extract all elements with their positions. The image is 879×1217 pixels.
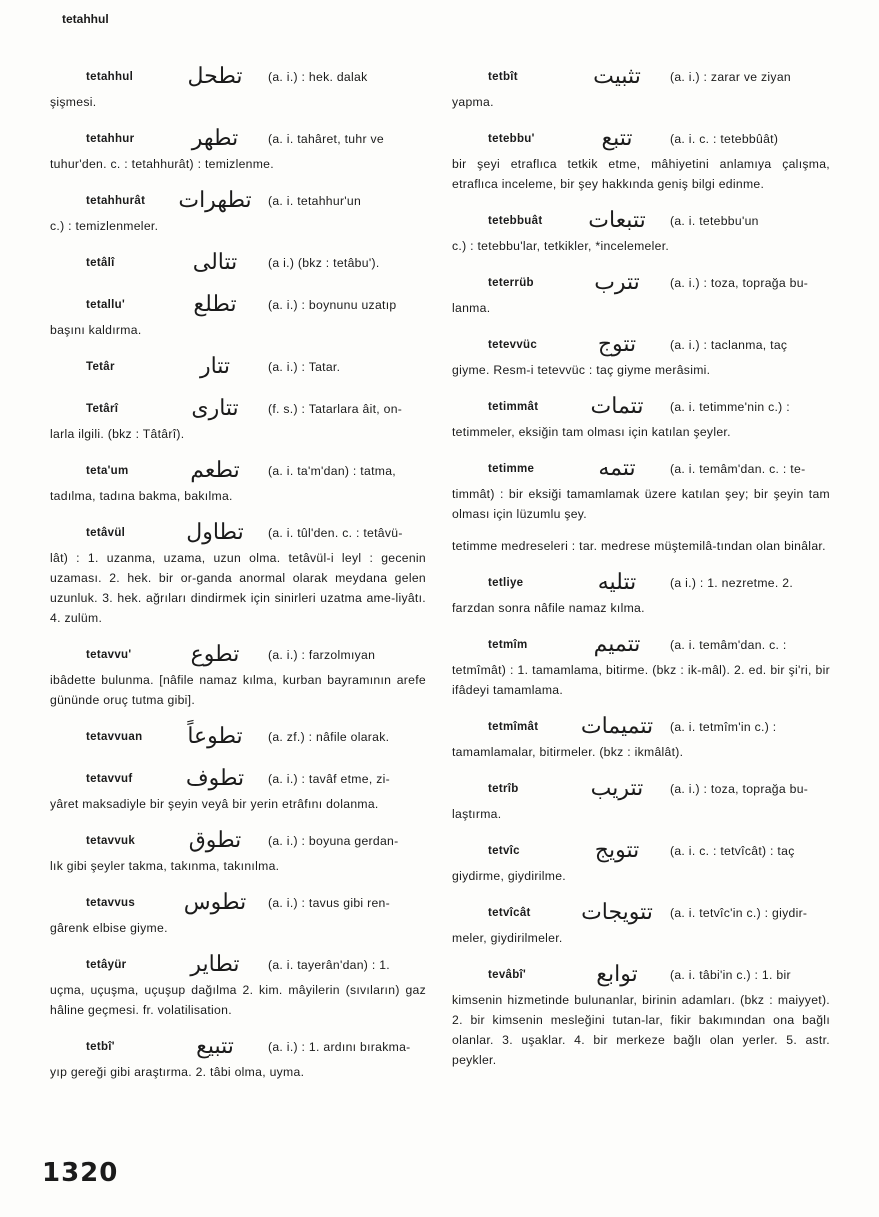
entry-head — [452, 712, 830, 742]
dictionary-entry — [50, 394, 426, 444]
entry-head — [50, 722, 426, 752]
dictionary-entry — [50, 248, 426, 278]
entry-head — [50, 394, 426, 424]
dictionary-entry — [50, 764, 426, 814]
dictionary-entry — [50, 352, 426, 382]
definition-continued: uçma, uçuşma, uçuşup dağılma 2. kim. mâyilerin (sıvıların) gaz hâline geçmesi. fr. volatilisation. — [50, 983, 426, 1017]
dictionary-entry — [452, 330, 830, 380]
dictionary-entry — [50, 456, 426, 506]
entry-head — [50, 826, 426, 856]
arabic-script: توابع — [596, 962, 638, 987]
definition-continued: lât) : 1. uzanma, uzama, uzun olma. tetâvül-i leyl : gecenin uzaması. 2. hek. bir or-ganda anormal olarak meydana gelen uzunluk. 3. hek. ağrıları dindirmek için sinirleri uzatma ame-liyâtı. 4. zulüm. — [50, 551, 426, 625]
definition-continued: tadılma, tadına bakma, bakılma. — [50, 489, 233, 503]
arabic-script: تتارى — [191, 396, 239, 421]
headword: tetallu' — [86, 299, 125, 311]
dictionary-entry — [452, 960, 830, 1070]
definition-start: (a. i. tahâret, tuhr ve — [268, 132, 384, 146]
headword: tetavvus — [86, 897, 136, 909]
entry-head — [452, 568, 830, 598]
arabic-script: تتليه — [597, 570, 637, 595]
entry-head — [452, 330, 830, 360]
definition-continued: timmât) : bir eksiği tamamlamak üzere katılan şey; bir şeyin tam olması için lüzumlu şey. — [452, 487, 830, 521]
definition-continued: kimsenin hizmetinde bulunanlar, birinin adamları. (bkz : maiyyet). 2. bir kimsenin mesleğini tutan-lar, fikir bakımından ona bağlı olanlar. 3. uşaklar. 4. bir merkeze bağlı olan yerler. 5. astr. peykler. — [452, 993, 830, 1067]
headword: tetâvül — [86, 527, 126, 539]
dictionary-entry — [50, 950, 426, 1020]
entry-head — [50, 248, 426, 278]
definition-continued: c.) : temizlenmeler. — [50, 219, 159, 233]
arabic-script: تتويجات — [581, 900, 653, 925]
left-column — [50, 62, 426, 1094]
entry-head — [50, 640, 426, 670]
definition-start: (a. i. c. : tetvîcât) : taç — [670, 844, 795, 858]
entry-head — [50, 290, 426, 320]
arabic-script: تتبع — [601, 126, 633, 151]
definition-start: (a. i.) : hek. dalak — [268, 70, 368, 84]
headword: tetavvuk — [86, 835, 136, 847]
dictionary-entry — [452, 774, 830, 824]
dictionary-entry — [50, 62, 426, 112]
dictionary-entry — [50, 640, 426, 710]
definition-start: (a. i.) : zarar ve ziyan — [670, 70, 791, 84]
running-head: tetahhul — [62, 12, 109, 26]
dictionary-entry — [452, 392, 830, 442]
definition-start: (a. i. ta'm'dan) : tatma, — [268, 464, 396, 478]
definition-start: (f. s.) : Tatarlara âit, on- — [268, 402, 403, 416]
definition-continued: tuhur'den. c. : tetahhurât) : temizlenme. — [50, 157, 274, 171]
dictionary-entry — [452, 206, 830, 256]
dictionary-entry — [452, 536, 830, 556]
headword: tetmîmât — [488, 721, 539, 733]
headword: tetebbu' — [488, 133, 535, 145]
definition-start: (a. i.) : toza, toprağa bu- — [670, 782, 809, 796]
dictionary-entry — [50, 186, 426, 236]
dictionary-entry — [452, 124, 830, 194]
entry-head — [50, 186, 426, 216]
arabic-script: تتوج — [597, 332, 637, 357]
entry-head — [50, 764, 426, 794]
dictionary-entry — [452, 268, 830, 318]
headword: Tetâr — [86, 361, 115, 373]
entry-head — [452, 774, 830, 804]
dictionary-entry — [452, 62, 830, 112]
definition-continued: yâret maksadiyle bir şeyin veyâ bir yerin etrâfını dolanma. — [50, 797, 379, 811]
dictionary-entry — [452, 454, 830, 524]
headword: tetmîm — [488, 639, 528, 651]
headword: tevâbî' — [488, 969, 527, 981]
entry-head — [452, 454, 830, 484]
arabic-script: تتالى — [192, 250, 238, 275]
definition-start: (a. i. temâm'dan. c. : — [670, 638, 787, 652]
entry-head — [452, 898, 830, 928]
dictionary-entry — [452, 836, 830, 886]
headword: tetvîc — [488, 845, 520, 857]
definition-continued: c.) : tetebbu'lar, tetkikler, *incelemeler. — [452, 239, 670, 253]
dictionary-entry — [50, 888, 426, 938]
dictionary-entry — [452, 568, 830, 618]
arabic-script: تطوع — [190, 642, 240, 667]
definition-continued: giydirme, giydirilme. — [452, 869, 566, 883]
dictionary-entry — [452, 898, 830, 948]
definition-start: (a. i. tetahhur'un — [268, 194, 362, 208]
entry-head — [50, 950, 426, 980]
definition-start: (a. i. tayerân'dan) : 1. — [268, 958, 390, 972]
definition-start: (a. i.) : Tatar. — [268, 360, 341, 374]
entry-head — [50, 124, 426, 154]
headword: tetavvuan — [86, 731, 143, 743]
headword: tetebbuât — [488, 215, 543, 227]
definition-continued: larla ilgili. (bkz : Tâtârî). — [50, 427, 185, 441]
entry-head — [452, 960, 830, 990]
definition-start: (a. zf.) : nâfile olarak. — [268, 730, 390, 744]
entry-head — [50, 62, 426, 92]
headword: tetavvuf — [86, 773, 133, 785]
arabic-script: تطهر — [191, 126, 239, 151]
definition-continued: tamamlamalar, bitirmeler. (bkz : ikmâlât). — [452, 745, 684, 759]
arabic-script: تطاول — [186, 520, 244, 545]
headword: teterrüb — [488, 277, 534, 289]
definition-start: (a. i. tetvîc'in c.) : giydir- — [670, 906, 808, 920]
dictionary-entry — [50, 722, 426, 752]
entry-head — [452, 124, 830, 154]
definition-continued: bir şeyi etraflıca tetkik etme, mâhiyetini anlamıya çalışma, etraflıca inceleme, bir şey hakkında geniş bilgi edinme. — [452, 157, 830, 191]
arabic-script: تتبعات — [588, 208, 646, 233]
headword: tetimmât — [488, 401, 539, 413]
definition-start: (a. i.) : boynunu uzatıp — [268, 298, 397, 312]
right-column — [452, 62, 830, 1082]
arabic-script: تتميم — [593, 632, 641, 657]
headword: tetimme — [488, 463, 535, 475]
dictionary-entry — [50, 124, 426, 174]
entry-head — [452, 62, 830, 92]
definition-start: (a. i. tûl'den. c. : tetâvü- — [268, 526, 403, 540]
definition-continued: tetimme medreseleri : tar. medrese müştemilâ-tından olan binâlar. — [452, 539, 826, 553]
definition-start: (a. i. tetmîm'in c.) : — [670, 720, 777, 734]
definition-start: (a. i.) : toza, toprağa bu- — [670, 276, 809, 290]
definition-start: (a. i.) : 1. ardını bırakma- — [268, 1040, 411, 1054]
entry-head — [452, 206, 830, 236]
definition-continued: şişmesi. — [50, 95, 97, 109]
arabic-script: تتميمات — [580, 714, 654, 739]
entry-head — [452, 392, 830, 422]
arabic-script: تترب — [594, 270, 640, 295]
definition-start: (a. i.) : boyuna gerdan- — [268, 834, 399, 848]
definition-continued: tetimmeler, eksiğin tam olması için katılan şeyler. — [452, 425, 731, 439]
definition-start: (a. i. tâbi'in c.) : 1. bir — [670, 968, 791, 982]
entry-head — [452, 268, 830, 298]
definition-continued: laştırma. — [452, 807, 502, 821]
definition-start: (a. i.) : tavâf etme, zi- — [268, 772, 390, 786]
definition-continued: giyme. Resm-i tetevvüc : taç giyme merâsimi. — [452, 363, 711, 377]
arabic-script: تطوعاً — [187, 724, 243, 749]
definition-continued: meler, giydirilmeler. — [452, 931, 563, 945]
arabic-script: تطهرات — [178, 188, 252, 213]
headword: tetâlî — [86, 257, 115, 269]
definition-continued: ibâdette bulunma. [nâfile namaz kılma, kurban bayramının arefe gününde oruç tutma gibi]. — [50, 673, 426, 707]
headword: tetliye — [488, 577, 524, 589]
arabic-script: تطحل — [187, 64, 243, 89]
dictionary-entry — [50, 518, 426, 628]
headword: tetahhul — [86, 71, 134, 83]
definition-continued: farzdan sonra nâfile namaz kılma. — [452, 601, 645, 615]
entry-head — [50, 888, 426, 918]
dictionary-entry — [50, 1032, 426, 1082]
definition-start: (a. i. temâm'dan. c. : te- — [670, 462, 806, 476]
arabic-script: تطوق — [188, 828, 242, 853]
definition-start: (a. i. tetimme'nin c.) : — [670, 400, 790, 414]
headword: Tetârî — [86, 403, 119, 415]
definition-start: (a. i. tetebbu'un — [670, 214, 759, 228]
headword: tetbît — [488, 71, 518, 83]
definition-start: (a. i.) : taclanma, taç — [670, 338, 788, 352]
entry-head — [50, 456, 426, 486]
headword: tetvîcât — [488, 907, 531, 919]
dictionary-entry — [452, 630, 830, 700]
headword: tetbî' — [86, 1041, 115, 1053]
entry-head — [50, 1032, 426, 1062]
definition-start: (a i.) (bkz : tetâbu'). — [268, 256, 380, 270]
headword: tetahhurât — [86, 195, 146, 207]
arabic-script: تتمات — [590, 394, 644, 419]
definition-continued: yıp gereği gibi araştırma. 2. tâbi olma, uyma. — [50, 1065, 305, 1079]
headword: tetavvu' — [86, 649, 132, 661]
headword: tetrîb — [488, 783, 519, 795]
definition-continued: yapma. — [452, 95, 494, 109]
dictionary-entry — [50, 826, 426, 876]
dictionary-entry — [452, 712, 830, 762]
arabic-script: تثبيت — [593, 64, 641, 89]
arabic-script: تطاير — [190, 952, 240, 977]
definition-start: (a. i. c. : tetebbûât) — [670, 132, 779, 146]
arabic-script: تتار — [199, 354, 231, 379]
arabic-script: تطعم — [190, 458, 240, 483]
definition-start: (a. i.) : tavus gibi ren- — [268, 896, 390, 910]
definition-continued: gârenk elbise giyme. — [50, 921, 168, 935]
definition-start: (a. i.) : farzolmıyan — [268, 648, 376, 662]
headword: tetevvüc — [488, 339, 538, 351]
arabic-script: تتبيع — [196, 1034, 234, 1059]
definition-start: (a i.) : 1. nezretme. 2. — [670, 576, 794, 590]
entry-head — [452, 836, 830, 866]
arabic-script: تتويج — [594, 838, 640, 863]
definition-continued: tetmîmât) : 1. tamamlama, bitirme. (bkz : ik-mâl). 2. ed. bir şi'ri, bir ifâdeyi tamamlama. — [452, 663, 830, 697]
arabic-script: تتريب — [590, 776, 644, 801]
headword: teta'um — [86, 465, 129, 477]
entry-head — [452, 630, 830, 660]
headword: tetahhur — [86, 133, 135, 145]
dictionary-entry — [50, 290, 426, 340]
arabic-script: تطوف — [185, 766, 245, 791]
entry-head — [50, 352, 426, 382]
arabic-script: تتمه — [598, 456, 636, 481]
definition-continued: lanma. — [452, 301, 491, 315]
definition-continued: başını kaldırma. — [50, 323, 142, 337]
arabic-script: تطلع — [193, 292, 237, 317]
definition-continued: lık gibi şeyler takma, takınma, takınılma. — [50, 859, 280, 873]
arabic-script: تطوس — [183, 890, 247, 915]
page-number: 1320 — [42, 1158, 119, 1188]
headword: tetâyür — [86, 959, 127, 971]
entry-head — [50, 518, 426, 548]
